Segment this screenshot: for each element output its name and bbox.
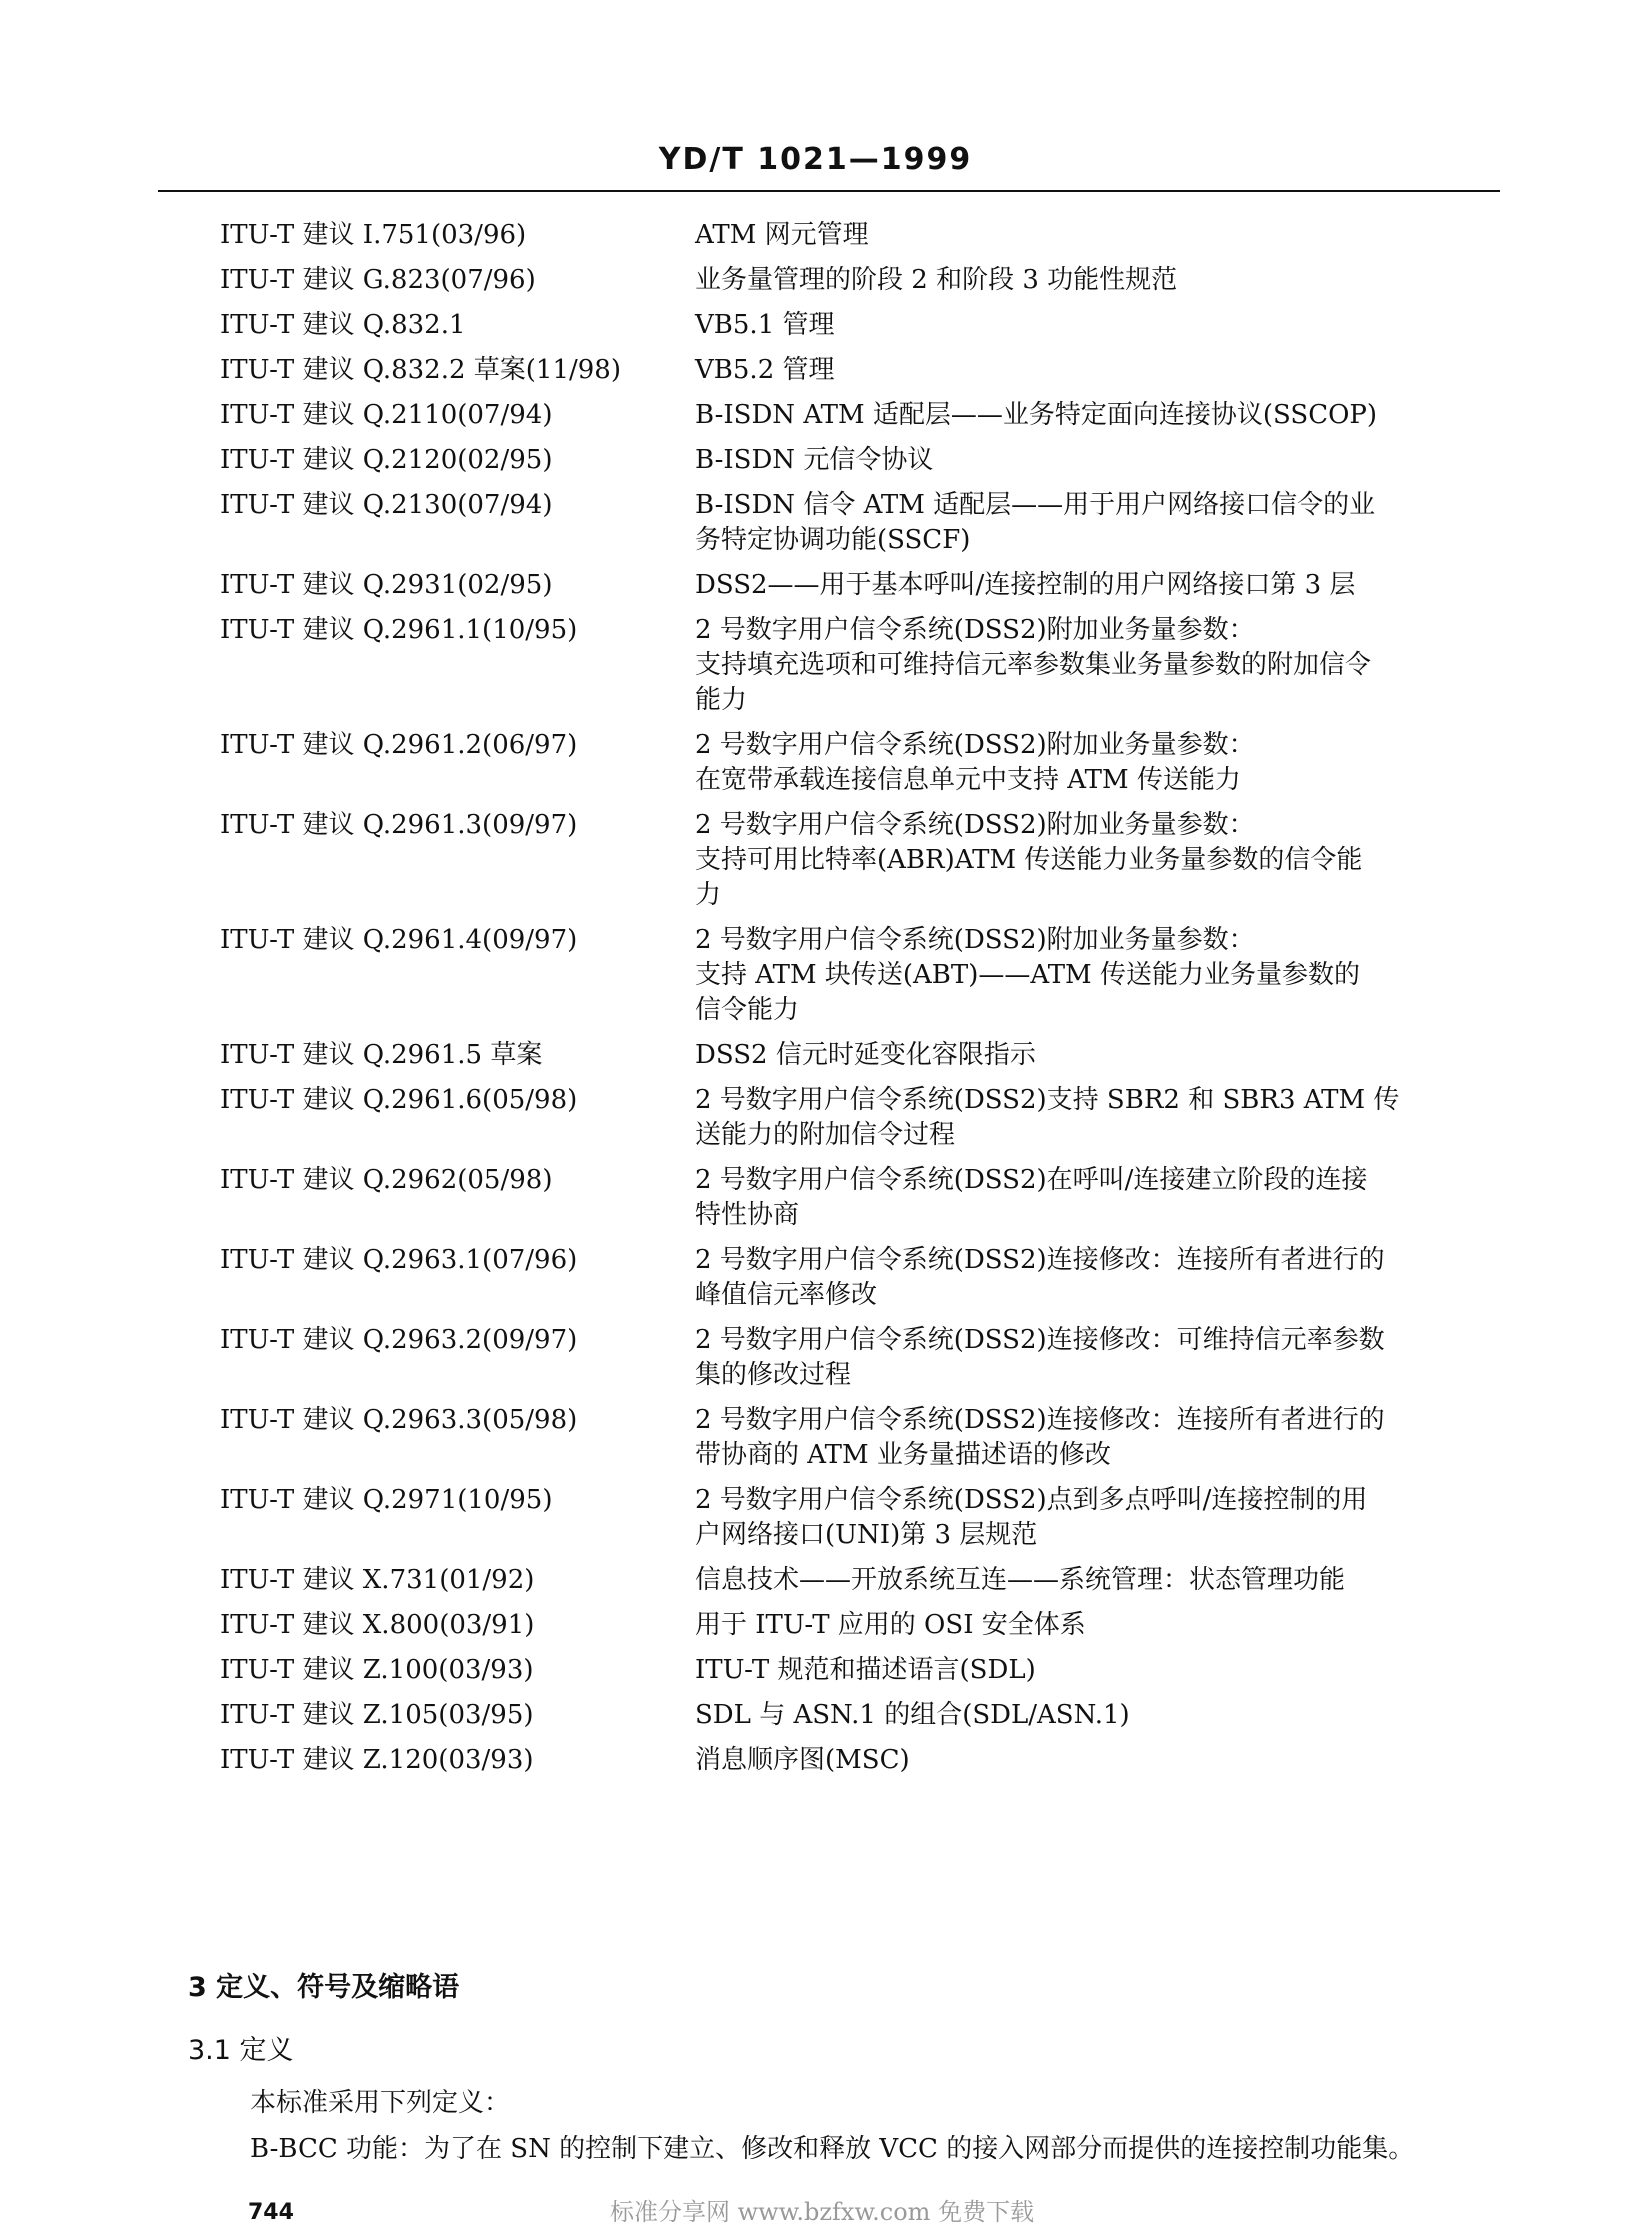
reference-title xyxy=(695,1608,1520,1643)
reference-title-line: 信令能力 xyxy=(695,995,800,1025)
reference-code: ITU-T 建议 Q.2130(07/94) xyxy=(220,490,553,520)
reference-code: ITU-T 建议 Q.2963.3(05/98) xyxy=(220,1405,578,1435)
reference-title xyxy=(695,1743,1520,1778)
reference-title-line: ITU-T 规范和描述语言(SDL) xyxy=(695,1655,1036,1685)
reference-code: ITU-T 建议 I.751(03/96) xyxy=(220,220,527,250)
reference-title xyxy=(695,1563,1520,1598)
reference-row xyxy=(220,1243,1520,1313)
reference-title-line: 2 号数字用户信令系统(DSS2)点到多点呼叫/连接控制的用 xyxy=(695,1485,1368,1515)
reference-title-line: B-ISDN ATM 适配层——业务特定面向连接协议(SSCOP) xyxy=(695,400,1378,430)
reference-title-line: 2 号数字用户信令系统(DSS2)连接修改：连接所有者进行的 xyxy=(695,1245,1385,1275)
reference-row xyxy=(220,398,1520,433)
reference-title-line: 能力 xyxy=(695,685,748,715)
reference-title xyxy=(695,1403,1520,1473)
reference-title xyxy=(695,443,1520,478)
reference-title xyxy=(695,568,1520,603)
reference-title-line: VB5.1 管理 xyxy=(695,310,835,340)
reference-title-line: 2 号数字用户信令系统(DSS2)附加业务量参数： xyxy=(695,925,1255,955)
reference-title xyxy=(695,1483,1520,1553)
reference-code: ITU-T 建议 Z.100(03/93) xyxy=(220,1655,534,1685)
reference-row xyxy=(220,728,1520,798)
reference-title-line: 支持可用比特率(ABR)ATM 传送能力业务量参数的信令能 xyxy=(695,845,1363,875)
reference-code: ITU-T 建议 Q.2120(02/95) xyxy=(220,445,553,475)
reference-title-line: 2 号数字用户信令系统(DSS2)附加业务量参数： xyxy=(695,615,1255,645)
watermark: 标准分享网 www.bzfxw.com 免费下载 xyxy=(610,2198,1035,2226)
reference-code: ITU-T 建议 Q.2931(02/95) xyxy=(220,570,553,600)
reference-code: ITU-T 建议 Q.2961.1(10/95) xyxy=(220,615,578,645)
reference-title xyxy=(695,1243,1520,1313)
definition-b-bcc: B-BCC 功能：为了在 SN 的控制下建立、修改和释放 VCC 的接入网部分而提供的连接控制功能集。 xyxy=(250,2134,1415,2164)
reference-code: ITU-T 建议 Z.105(03/95) xyxy=(220,1700,534,1730)
definitions-intro: 本标准采用下列定义： xyxy=(250,2088,511,2118)
reference-title-line: 业务量管理的阶段 2 和阶段 3 功能性规范 xyxy=(695,265,1178,295)
reference-row xyxy=(220,808,1520,913)
reference-row xyxy=(220,613,1520,718)
reference-code: ITU-T 建议 Q.2971(10/95) xyxy=(220,1485,553,1515)
reference-title xyxy=(695,1163,1520,1233)
reference-title-line: DSS2——用于基本呼叫/连接控制的用户网络接口第 3 层 xyxy=(695,570,1356,600)
reference-row xyxy=(220,488,1520,558)
reference-row xyxy=(220,1743,1520,1778)
reference-code: ITU-T 建议 G.823(07/96) xyxy=(220,265,536,295)
reference-code: ITU-T 建议 Q.2961.2(06/97) xyxy=(220,730,578,760)
reference-title-line: 用于 ITU-T 应用的 OSI 安全体系 xyxy=(695,1610,1086,1640)
reference-code: ITU-T 建议 Q.2961.4(09/97) xyxy=(220,925,578,955)
reference-title xyxy=(695,728,1520,798)
reference-row xyxy=(220,218,1520,253)
reference-title xyxy=(695,1083,1520,1153)
reference-title-line: 2 号数字用户信令系统(DSS2)附加业务量参数： xyxy=(695,730,1255,760)
reference-row xyxy=(220,1163,1520,1233)
reference-title-line: 送能力的附加信令过程 xyxy=(695,1120,956,1150)
reference-row xyxy=(220,1563,1520,1598)
reference-title-line: 2 号数字用户信令系统(DSS2)支持 SBR2 和 SBR3 ATM 传 xyxy=(695,1085,1400,1115)
reference-row xyxy=(220,1323,1520,1393)
reference-title xyxy=(695,353,1520,388)
reference-row xyxy=(220,1653,1520,1688)
reference-title xyxy=(695,263,1520,298)
reference-code: ITU-T 建议 Q.2961.3(09/97) xyxy=(220,810,578,840)
reference-title xyxy=(695,808,1520,913)
reference-code: ITU-T 建议 Q.2110(07/94) xyxy=(220,400,553,430)
section-3-heading: 3 定义、符号及缩略语 xyxy=(188,1972,460,2003)
reference-row xyxy=(220,1698,1520,1733)
document-header: YD/T 1021—1999 xyxy=(658,142,973,177)
reference-title-line: ATM 网元管理 xyxy=(695,220,869,250)
reference-title-line: 峰值信元率修改 xyxy=(695,1280,878,1310)
reference-title xyxy=(695,1653,1520,1688)
page-number: 744 xyxy=(248,2200,294,2225)
reference-title-line: 2 号数字用户信令系统(DSS2)连接修改：可维持信元率参数 xyxy=(695,1325,1385,1355)
reference-title xyxy=(695,923,1520,1028)
reference-code: ITU-T 建议 Q.2961.6(05/98) xyxy=(220,1085,578,1115)
reference-title-line: 户网络接口(UNI)第 3 层规范 xyxy=(695,1520,1038,1550)
reference-title-line: 2 号数字用户信令系统(DSS2)附加业务量参数： xyxy=(695,810,1255,840)
reference-row xyxy=(220,1038,1520,1073)
reference-title-line: 支持填充选项和可维持信元率参数集业务量参数的附加信令 xyxy=(695,650,1372,680)
reference-title-line: VB5.2 管理 xyxy=(695,355,835,385)
reference-row xyxy=(220,1083,1520,1153)
reference-code: ITU-T 建议 Z.120(03/93) xyxy=(220,1745,534,1775)
reference-title-line: 力 xyxy=(695,880,722,910)
reference-title-line: 支持 ATM 块传送(ABT)——ATM 传送能力业务量参数的 xyxy=(695,960,1360,990)
reference-list xyxy=(220,218,1520,1788)
reference-code: ITU-T 建议 X.731(01/92) xyxy=(220,1565,535,1595)
reference-row xyxy=(220,923,1520,1028)
reference-row xyxy=(220,308,1520,343)
reference-row xyxy=(220,568,1520,603)
reference-title-line: B-ISDN 元信令协议 xyxy=(695,445,934,475)
reference-title xyxy=(695,613,1520,718)
reference-title-line: 带协商的 ATM 业务量描述语的修改 xyxy=(695,1440,1111,1470)
reference-row xyxy=(220,353,1520,388)
reference-row xyxy=(220,263,1520,298)
reference-row xyxy=(220,1608,1520,1643)
reference-title xyxy=(695,398,1520,433)
reference-title-line: 消息顺序图(MSC) xyxy=(695,1745,910,1775)
reference-code: ITU-T 建议 Q.2961.5 草案 xyxy=(220,1040,543,1070)
reference-title-line: SDL 与 ASN.1 的组合(SDL/ASN.1) xyxy=(695,1700,1130,1730)
reference-title-line: 信息技术——开放系统互连——系统管理：状态管理功能 xyxy=(695,1565,1346,1595)
reference-row xyxy=(220,1483,1520,1553)
reference-row xyxy=(220,443,1520,478)
reference-title-line: 集的修改过程 xyxy=(695,1360,852,1390)
reference-title-line: 2 号数字用户信令系统(DSS2)在呼叫/连接建立阶段的连接 xyxy=(695,1165,1368,1195)
section-3-1-heading: 3.1 定义 xyxy=(188,2035,294,2066)
header-rule xyxy=(158,190,1500,192)
reference-title-line: 务特定协调功能(SSCF) xyxy=(695,525,971,555)
reference-code: ITU-T 建议 Q.832.2 草案(11/98) xyxy=(220,355,621,385)
reference-code: ITU-T 建议 Q.832.1 xyxy=(220,310,466,340)
reference-title-line: B-ISDN 信令 ATM 适配层——用于用户网络接口信令的业 xyxy=(695,490,1376,520)
reference-title xyxy=(695,1698,1520,1733)
reference-title xyxy=(695,488,1520,558)
reference-title xyxy=(695,1323,1520,1393)
reference-row xyxy=(220,1403,1520,1473)
reference-title-line: 在宽带承载连接信息单元中支持 ATM 传送能力 xyxy=(695,765,1241,795)
reference-code: ITU-T 建议 Q.2962(05/98) xyxy=(220,1165,553,1195)
reference-title-line: DSS2 信元时延变化容限指示 xyxy=(695,1040,1036,1070)
reference-code: ITU-T 建议 Q.2963.2(09/97) xyxy=(220,1325,578,1355)
reference-code: ITU-T 建议 X.800(03/91) xyxy=(220,1610,535,1640)
reference-title xyxy=(695,218,1520,253)
reference-title-line: 2 号数字用户信令系统(DSS2)连接修改：连接所有者进行的 xyxy=(695,1405,1385,1435)
reference-code: ITU-T 建议 Q.2963.1(07/96) xyxy=(220,1245,578,1275)
reference-title xyxy=(695,1038,1520,1073)
reference-title-line: 特性协商 xyxy=(695,1200,800,1230)
reference-title xyxy=(695,308,1520,343)
